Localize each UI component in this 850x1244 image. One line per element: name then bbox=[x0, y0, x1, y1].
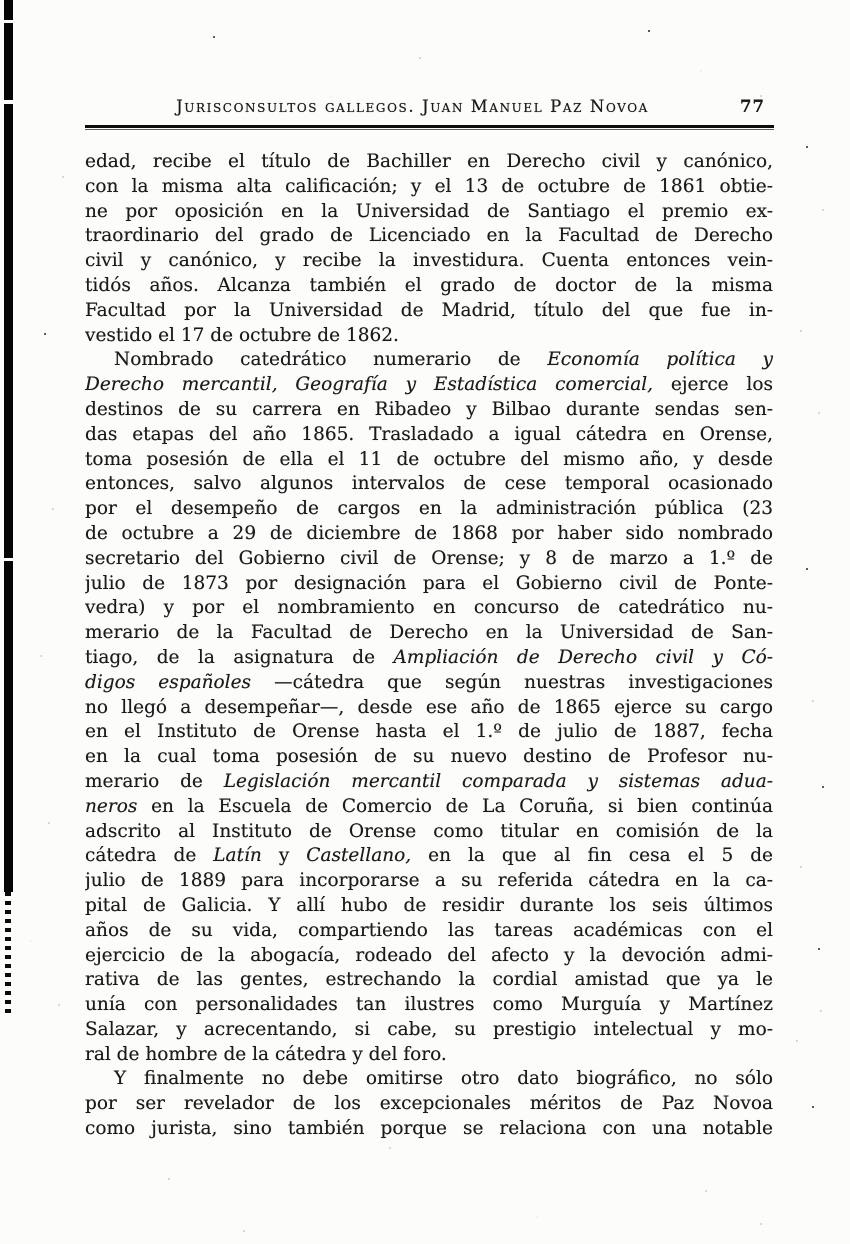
text-line bbox=[85, 1092, 773, 1117]
italic-run: neros bbox=[85, 795, 138, 817]
running-title: Jurisconsultos gallegos. Juan Manuel Paz Novoa bbox=[176, 97, 649, 116]
italic-run: Latín bbox=[213, 845, 262, 867]
text-line bbox=[85, 696, 773, 721]
text-run: ejerce los bbox=[653, 374, 773, 396]
text-run: rativa de las gentes, estrechando la cordial amistad que ya le bbox=[85, 969, 773, 991]
paragraph bbox=[85, 348, 773, 1067]
text-line bbox=[85, 274, 773, 299]
binding-shadow-bar bbox=[4, 0, 13, 892]
text-run: vedra) y por el nombramiento en concurso de catedrático nu- bbox=[85, 597, 773, 619]
text-line bbox=[85, 497, 773, 522]
text-run: pital de Galicia. Y allí hubo de residir durante los seis últimos bbox=[85, 894, 773, 916]
text-run: ral de hombre de la cátedra y del foro. bbox=[85, 1043, 447, 1065]
text-line bbox=[85, 919, 773, 944]
text-line bbox=[85, 398, 773, 423]
text-line bbox=[85, 224, 773, 249]
binding-shadow-tail bbox=[5, 892, 11, 1014]
text-line bbox=[85, 944, 773, 969]
text-run: en la Escuela de Comercio de La Coruña, si bien continúa bbox=[137, 795, 773, 817]
text-line bbox=[85, 1043, 773, 1068]
text-line bbox=[85, 472, 773, 497]
text-run: —cátedra que según nuestras investigaciones bbox=[274, 671, 773, 693]
text-line bbox=[85, 1067, 773, 1092]
text-run: civil y canónico, y recibe la investidura. Cuenta entonces vein- bbox=[85, 250, 773, 272]
text-run: das etapas del año 1865. Trasladado a igual cátedra en Orense, bbox=[85, 423, 773, 445]
text-line bbox=[85, 448, 773, 473]
text-run: julio de 1889 para incorporarse a su referida cátedra en la ca- bbox=[85, 870, 773, 892]
text-run: como jurista, sino también porque se relaciona con una notable bbox=[85, 1118, 773, 1140]
text-run: traordinario del grado de Licenciado en la Facultad de Derecho bbox=[85, 225, 773, 247]
text-run: adscrito al Instituto de Orense como titular en comisión de la bbox=[85, 820, 773, 842]
text-run: en la cual toma posesión de su nuevo destino de Profesor nu- bbox=[85, 746, 773, 768]
text-line bbox=[85, 547, 773, 572]
text-run: en el Instituto de Orense hasta el 1.º de julio de 1887, fecha bbox=[85, 721, 773, 743]
text-run: edad, recibe el título de Bachiller en Derecho civil y canónico, bbox=[85, 151, 773, 172]
text-run: por ser revelador de los excepcionales méritos de Paz Novoa bbox=[85, 1093, 773, 1115]
text-run: por el desempeño de cargos en la administración pública (23 bbox=[85, 498, 773, 520]
text-run: tidós años. Alcanza también el grado de doctor de la misma bbox=[85, 274, 773, 296]
text-line bbox=[85, 820, 773, 845]
text-line bbox=[85, 1117, 773, 1142]
page-number: 77 bbox=[740, 97, 765, 116]
text-line bbox=[85, 869, 773, 894]
text-run: toma posesión de ella el 11 de octubre del mismo año, y desde bbox=[85, 448, 773, 470]
text-run: julio de 1873 por designación para el Gobierno civil de Ponte- bbox=[85, 572, 773, 594]
text-run: años de su vida, compartiendo las tareas académicas con el bbox=[85, 919, 773, 941]
running-header bbox=[85, 97, 773, 116]
italic-run: Legislación mercantil comparada y sistemas adua- bbox=[223, 770, 773, 792]
text-run: Facultad por la Universidad de Madrid, título del que fue in- bbox=[85, 299, 773, 321]
text-line bbox=[85, 596, 773, 621]
text-run: destinos de su carrera en Ribadeo y Bilbao durante sendas sen- bbox=[85, 398, 773, 420]
text-run: Salazar, y acrecentando, si cabe, su prestigio intelectual y mo- bbox=[85, 1018, 773, 1040]
paragraph bbox=[85, 1067, 773, 1141]
italic-run: digos españoles bbox=[85, 671, 275, 693]
text-line bbox=[85, 795, 773, 820]
text-run: y bbox=[261, 845, 307, 867]
text-run: Nombrado catedrático numerario de bbox=[114, 349, 548, 371]
text-run: tiago, de la asignatura de bbox=[85, 646, 394, 668]
text-line bbox=[85, 299, 773, 324]
text-line bbox=[85, 745, 773, 770]
text-run: vestido el 17 de octubre de 1862. bbox=[85, 324, 399, 346]
text-run: ne por oposición en la Universidad de Santiago el premio ex- bbox=[85, 200, 773, 222]
text-run: secretario del Gobierno civil de Orense; y 8 de marzo a 1.º de bbox=[85, 547, 773, 569]
text-line bbox=[85, 770, 773, 795]
text-run: en la que al fin cesa el 5 de bbox=[411, 845, 773, 867]
text-line bbox=[85, 1018, 773, 1043]
text-line bbox=[85, 348, 773, 373]
text-line bbox=[85, 150, 773, 175]
header-rule bbox=[85, 125, 774, 130]
text-line bbox=[85, 993, 773, 1018]
text-line bbox=[85, 373, 773, 398]
text-run: merario de la Facultad de Derecho en la Universidad de San- bbox=[85, 622, 773, 644]
italic-run: Derecho mercantil, Geografía y Estadística comercial, bbox=[85, 374, 654, 396]
text-line bbox=[85, 200, 773, 225]
text-run: Y finalmente no debe omitirse otro dato biográfico, no sólo bbox=[114, 1068, 773, 1090]
text-line bbox=[85, 522, 773, 547]
header-rule-thick bbox=[85, 125, 774, 128]
text-line bbox=[85, 572, 773, 597]
text-line bbox=[85, 720, 773, 745]
text-run: no llegó a desempeñar—, desde ese año de 1865 ejerce su cargo bbox=[85, 696, 773, 718]
text-line bbox=[85, 423, 773, 448]
text-line bbox=[85, 844, 773, 869]
text-run: de octubre a 29 de diciembre de 1868 por haber sido nombrado bbox=[85, 522, 773, 544]
text-run: cátedra de bbox=[85, 845, 214, 867]
text-run: entonces, salvo algunos intervalos de cese temporal ocasionado bbox=[85, 473, 773, 495]
text-line bbox=[85, 324, 773, 349]
header-rule-thin bbox=[85, 129, 774, 130]
text-run: con la misma alta calificación; y el 13 de octubre de 1861 obtie- bbox=[85, 175, 773, 197]
text-line bbox=[85, 671, 773, 696]
text-run: merario de bbox=[85, 770, 224, 792]
text-run: ejercicio de la abogacía, rodeado del afecto y la devoción admi- bbox=[85, 944, 773, 966]
text-line bbox=[85, 621, 773, 646]
italic-run: Ampliación de Derecho civil y Có- bbox=[393, 646, 773, 668]
text-block bbox=[85, 150, 773, 1142]
italic-run: Castellano, bbox=[306, 845, 412, 867]
text-line bbox=[85, 175, 773, 200]
italic-run: Economía política y bbox=[547, 349, 773, 371]
text-line bbox=[85, 894, 773, 919]
text-run: unía con personalidades tan ilustres como Murguía y Martínez bbox=[85, 994, 773, 1016]
text-line bbox=[85, 646, 773, 671]
text-line bbox=[85, 249, 773, 274]
paragraph bbox=[85, 150, 773, 348]
text-line bbox=[85, 968, 773, 993]
